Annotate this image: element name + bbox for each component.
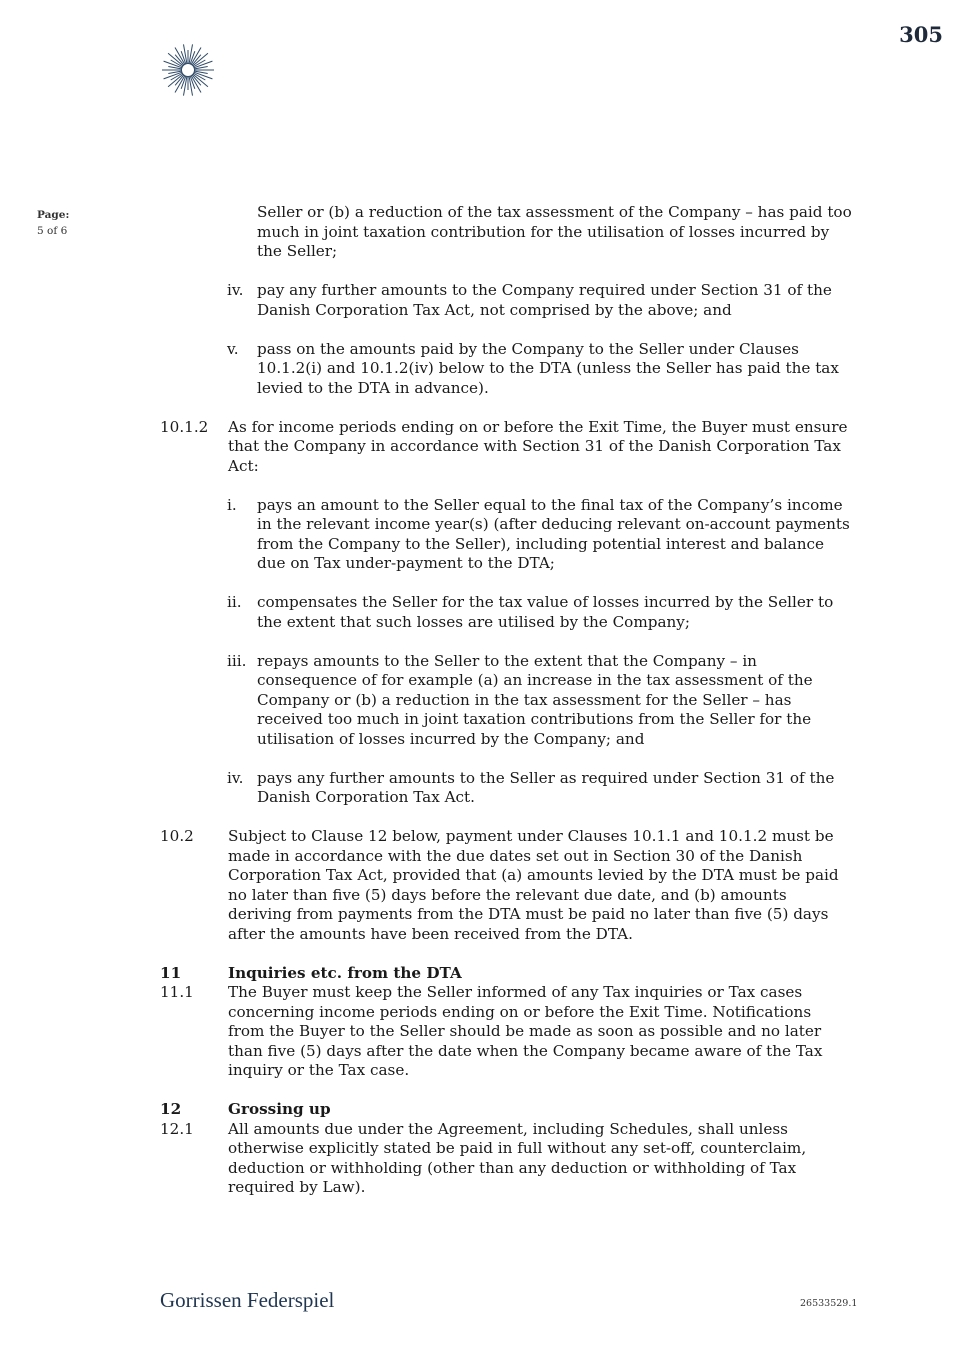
- list-item: [227, 651, 852, 750]
- list-item-text: compensates the Seller for the tax value of losses incurred by the Seller to the extent that such losses are utilised by the Company;: [257, 593, 834, 631]
- section-heading-11: [160, 963, 852, 984]
- list-marker: v.: [227, 339, 239, 358]
- section-title: Inquiries etc. from the DTA: [228, 963, 462, 982]
- page-indicator-label: Page:: [37, 209, 70, 221]
- list-marker: iii.: [227, 651, 247, 670]
- list-item: [227, 281, 852, 320]
- clause-11-1: [160, 983, 852, 1081]
- clause-text: As for income periods ending on or before the Exit Time, the Buyer must ensure that the Company in accordance with Section 31 of the Danish Corporation Tax Act:: [228, 417, 848, 475]
- list-marker: iv.: [227, 281, 244, 299]
- section-heading-12: [160, 1100, 852, 1120]
- clause-text: The Buyer must keep the Seller informed of any Tax inquiries or Tax cases concerning income periods ending on or before the Exit Time. Notifications from the Buyer to the Seller should be made as soon as possible and no later than five (5) days after the date when the Company became aware of the Tax inquiry or the Tax case.: [228, 983, 823, 1079]
- clause-12-1: [160, 1119, 852, 1198]
- list-item-text: repays amounts to the Seller to the extent that the Company – in consequence of for example (a) an increase in the tax assessment of the Company or (b) a reduction in the tax assessment for the Seller – has received too much in joint taxation contributions from the Seller for the utilisation of losses incurred by the Company; and: [257, 651, 813, 748]
- starburst-logo-icon: [160, 44, 216, 96]
- list-item: [227, 339, 852, 399]
- clause-number: 10.1.2: [160, 417, 209, 436]
- list-item-text: pay any further amounts to the Company required under Section 31 of the Danish Corporation Tax Act, not comprised by the above; and: [257, 281, 832, 319]
- page-number: 305: [899, 22, 943, 47]
- list-marker: iv.: [227, 768, 244, 787]
- clause-text: Subject to Clause 12 below, payment under Clauses 10.1.1 and 10.1.2 must be made in accordance with the due dates set out in Section 30 of the Danish Corporation Tax Act, provided that (a) amounts levied by the DTA must be paid no later than five (5) days before the relevant due date, and (b) amounts deriving from payments from the DTA must be paid no later than five (5) days after the amounts have been received from the DTA.: [228, 827, 839, 943]
- clause-10-2: [160, 827, 852, 944]
- document-body: [160, 203, 852, 1198]
- list-marker: ii.: [227, 593, 242, 611]
- section-number: 11: [160, 963, 182, 982]
- footer-brand: Gorrissen Federspiel: [160, 1288, 335, 1312]
- list-item-text: pays an amount to the Seller equal to the final tax of the Company’s income in the relevant income year(s) (after deducing relevant on-account payments from the Company to the Seller), including potential interest and balance due on Tax under-payment to the DTA;: [257, 495, 850, 572]
- clause-10-1-2: [160, 417, 852, 477]
- list-item: [227, 768, 852, 808]
- list-item-text: pays any further amounts to the Seller as required under Section 31 of the Danish Corporation Tax Act.: [257, 768, 835, 806]
- continued-paragraph: Seller or (b) a reduction of the tax assessment of the Company – has paid too much in joint taxation contribution for the utilisation of losses incurred by the Seller;: [257, 203, 852, 260]
- page-indicator-value: 5 of 6: [37, 225, 68, 237]
- list-item: [227, 593, 852, 632]
- section-number: 12: [160, 1100, 182, 1118]
- list-item-text: pass on the amounts paid by the Company to the Seller under Clauses 10.1.2(i) and 10.1.2(iv) below to the DTA (unless the Seller has paid the tax levied to the DTA in advance).: [257, 339, 839, 397]
- clause-number: 11.1: [160, 983, 194, 1001]
- document-reference: 26533529.1: [800, 1298, 858, 1309]
- section-title: Grossing up: [228, 1100, 331, 1118]
- clause-number: 12.1: [160, 1119, 194, 1138]
- clause-number: 10.2: [160, 827, 194, 845]
- list-item: [227, 495, 852, 574]
- clause-text: All amounts due under the Agreement, including Schedules, shall unless otherwise explicitly stated be paid in full without any set-off, counterclaim, deduction or withholding (other than any deduction or withholding of Tax required by Law).: [228, 1119, 807, 1196]
- list-marker: i.: [227, 495, 237, 514]
- page-indicator: [37, 207, 69, 239]
